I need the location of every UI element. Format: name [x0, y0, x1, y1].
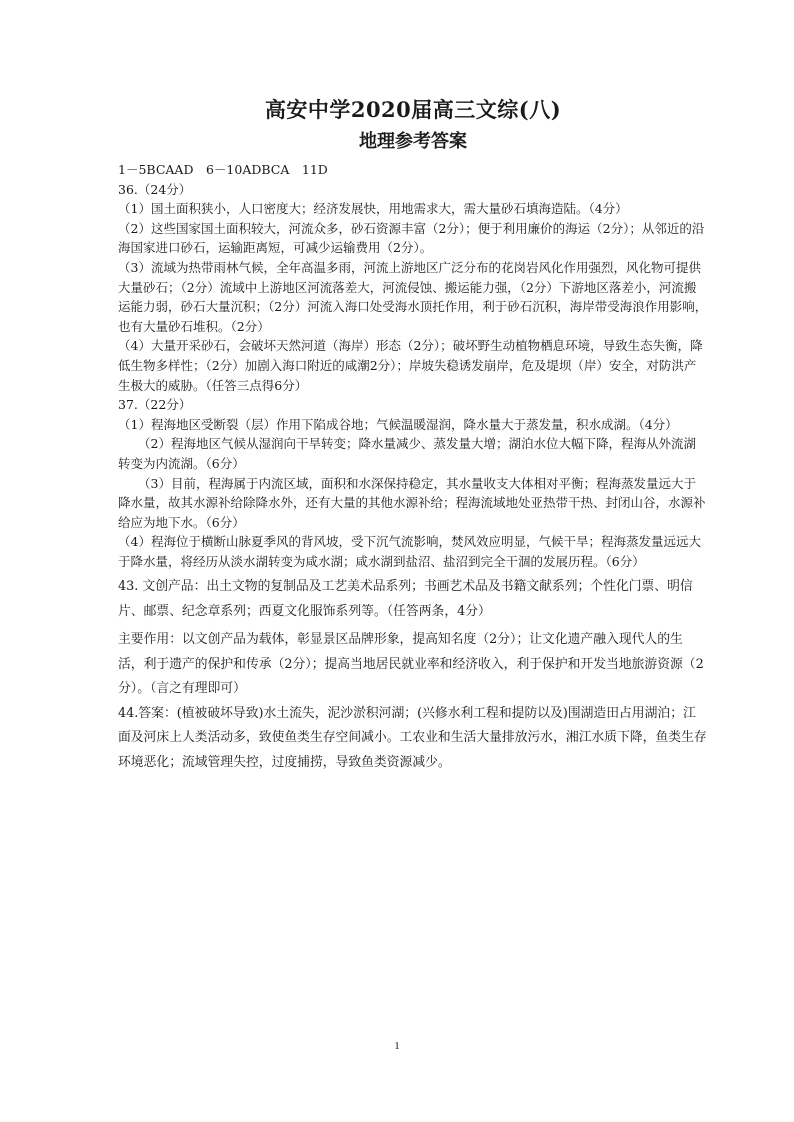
q36-part-1: （1）国土面积狭小，人口密度大；经济发展快，用地需求大，需大量砂石填海造陆。（4分）: [118, 201, 628, 217]
q36-part-4: （4）大量开采砂石，会破坏天然河道（海岸）形态（2分）；破坏野生动植物栖息环境，导致生态失衡，降低生物多样性；（2分）加剧入海口附近的咸潮2分）；岸坡失稳诱发崩岸，危及堤坝（岸）安全，对防洪产生极大的威胁。（任答三点得6分）: [118, 338, 703, 393]
question-37: [118, 395, 708, 571]
q36-part-3: （3）流域为热带雨林气候，全年高温多雨，河流上游地区广泛分布的花岗岩风化作用强烈，风化物可提供大量砂石；（2分）流域中上游地区河流落差大，河流侵蚀、搬运能力强，（2分）下游地区落差小，河流搬运能力弱，砂石大量沉积；（2分）河流入海口处受海水顶托作用，利于砂石沉积，海岸带受海浪作用影响，也有大量砂石堆积。（2分）: [118, 259, 708, 334]
q37-part-3: （3）目前，程海属于内流区域，面积和水深保持稳定，其水量收支大体相对平衡；程海蒸发量远大于降水量，故其水源补给除降水外，还有大量的其他水源补给；程海流域地处亚热带干热、封闭山谷，水源补给应为地下水。（6分）: [118, 475, 706, 530]
question-43: [118, 575, 708, 702]
q36-part-2: （2）这些国家国土面积较大，河流众多，砂石资源丰富（2分）；便于利用廉价的海运（2分）；从邻近的沿海国家进口砂石，运输距离短，可减少运输费用（2分）。: [118, 220, 705, 256]
document-title: 高安中学2020届高三文综(八): [264, 97, 562, 122]
q37-part-4: （4）程海位于横断山脉夏季风的背风坡，受下沉气流影响，焚风效应明显，气候干旱；程海蒸发量远远大于降水量，将经历从淡水湖转变为咸水湖；咸水湖到盐沼、盐沼到完全干涸的发展历程。（6分）: [118, 534, 701, 569]
question-36: [118, 180, 708, 396]
document-subtitle: 地理参考答案: [359, 131, 467, 152]
q37-part-2: （2）程海地区气候从湿润向干旱转变；降水量减少、蒸发量大增；湖泊水位大幅下降，程海从外流湖转变为内流湖。（6分）: [118, 436, 696, 471]
choice-answers: 1－5BCAAD 6－10ADBCA 11D: [118, 162, 328, 177]
q43-part-1: 43. 文创产品：出土文物的复制品及工艺美术品系列；书画艺术品及书籍文献系列；个性化门票、明信片、邮票、纪念章系列；西夏文化服饰系列等。（任答两条，4分）: [118, 579, 693, 619]
question-44: [118, 702, 708, 776]
q36-header: 36.（24分）: [118, 181, 192, 197]
q44-answer: 44.答案：(植被破坏导致)水土流失，泥沙淤积河湖；(兴修水利工程和提防以及)围湖造田占用湖泊；江面及河床上人类活动多，致使鱼类生存空间减小。工农业和生活大量排放污水，湘江水质下降，鱼类生存环境恶化；流域管理失控，过度捕捞，导致鱼类资源减少。: [118, 705, 707, 770]
q43-part-2: 主要作用：以文创产品为载体，彰显景区品牌形象，提高知名度（2分）；让文化遗产融入现代人的生活，利于遗产的保护和传承（2分）；提高当地居民就业率和经济收入，利于保护和开发当地旅游资源（2分）。（言之有理即可）: [118, 632, 704, 697]
page-number: 1: [394, 1040, 400, 1052]
q37-header: 37.（22分）: [118, 397, 192, 413]
q37-part-1: （1）程海地区受断裂（层）作用下陷成谷地；气候温暖湿润，降水量大于蒸发量，积水成湖。（4分）: [118, 416, 678, 432]
